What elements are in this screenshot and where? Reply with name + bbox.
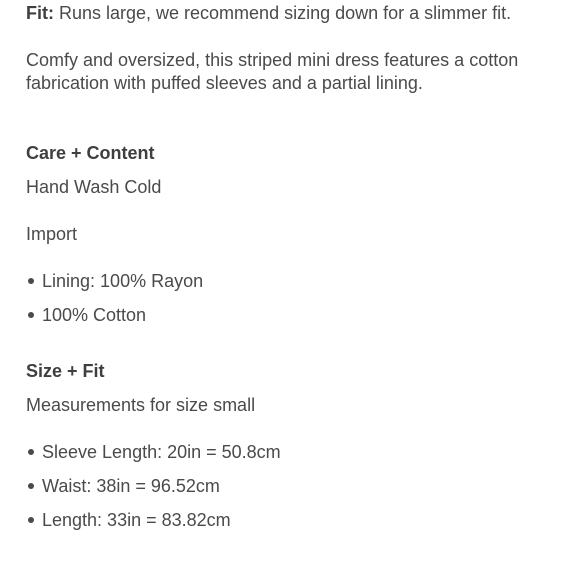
list-item-text: Length: 33in = 83.82cm [42, 510, 231, 530]
list-item-text: Sleeve Length: 20in = 50.8cm [42, 442, 281, 462]
bullet-icon [28, 483, 34, 489]
care-wash: Hand Wash Cold [26, 177, 162, 197]
list-item [26, 509, 231, 531]
list-item-text: Waist: 38in = 96.52cm [42, 476, 220, 496]
bullet-icon [28, 517, 34, 523]
bullet-icon [28, 278, 34, 284]
list-item [26, 475, 220, 497]
description-line-1: Comfy and oversized, this striped mini dress features a cotton [26, 50, 519, 70]
bullet-icon [28, 449, 34, 455]
list-item [26, 270, 203, 292]
fit-label: Fit: [26, 3, 54, 23]
fit-note [26, 2, 511, 24]
list-item [26, 304, 146, 326]
list-item-text: Lining: 100% Rayon [42, 271, 204, 291]
size-note: Measurements for size small [26, 395, 256, 415]
size-fit-heading: Size + Fit [26, 361, 105, 381]
list-item [26, 441, 281, 463]
list-item-text: 100% Cotton [42, 305, 147, 325]
care-content-heading: Care + Content [26, 143, 155, 163]
care-origin: Import [26, 224, 78, 244]
bullet-icon [28, 312, 34, 318]
description-line-2: fabrication with puffed sleeves and a partial lining. [26, 73, 423, 93]
fit-text: Runs large, we recommend sizing down for a slimmer fit. [53, 3, 512, 23]
